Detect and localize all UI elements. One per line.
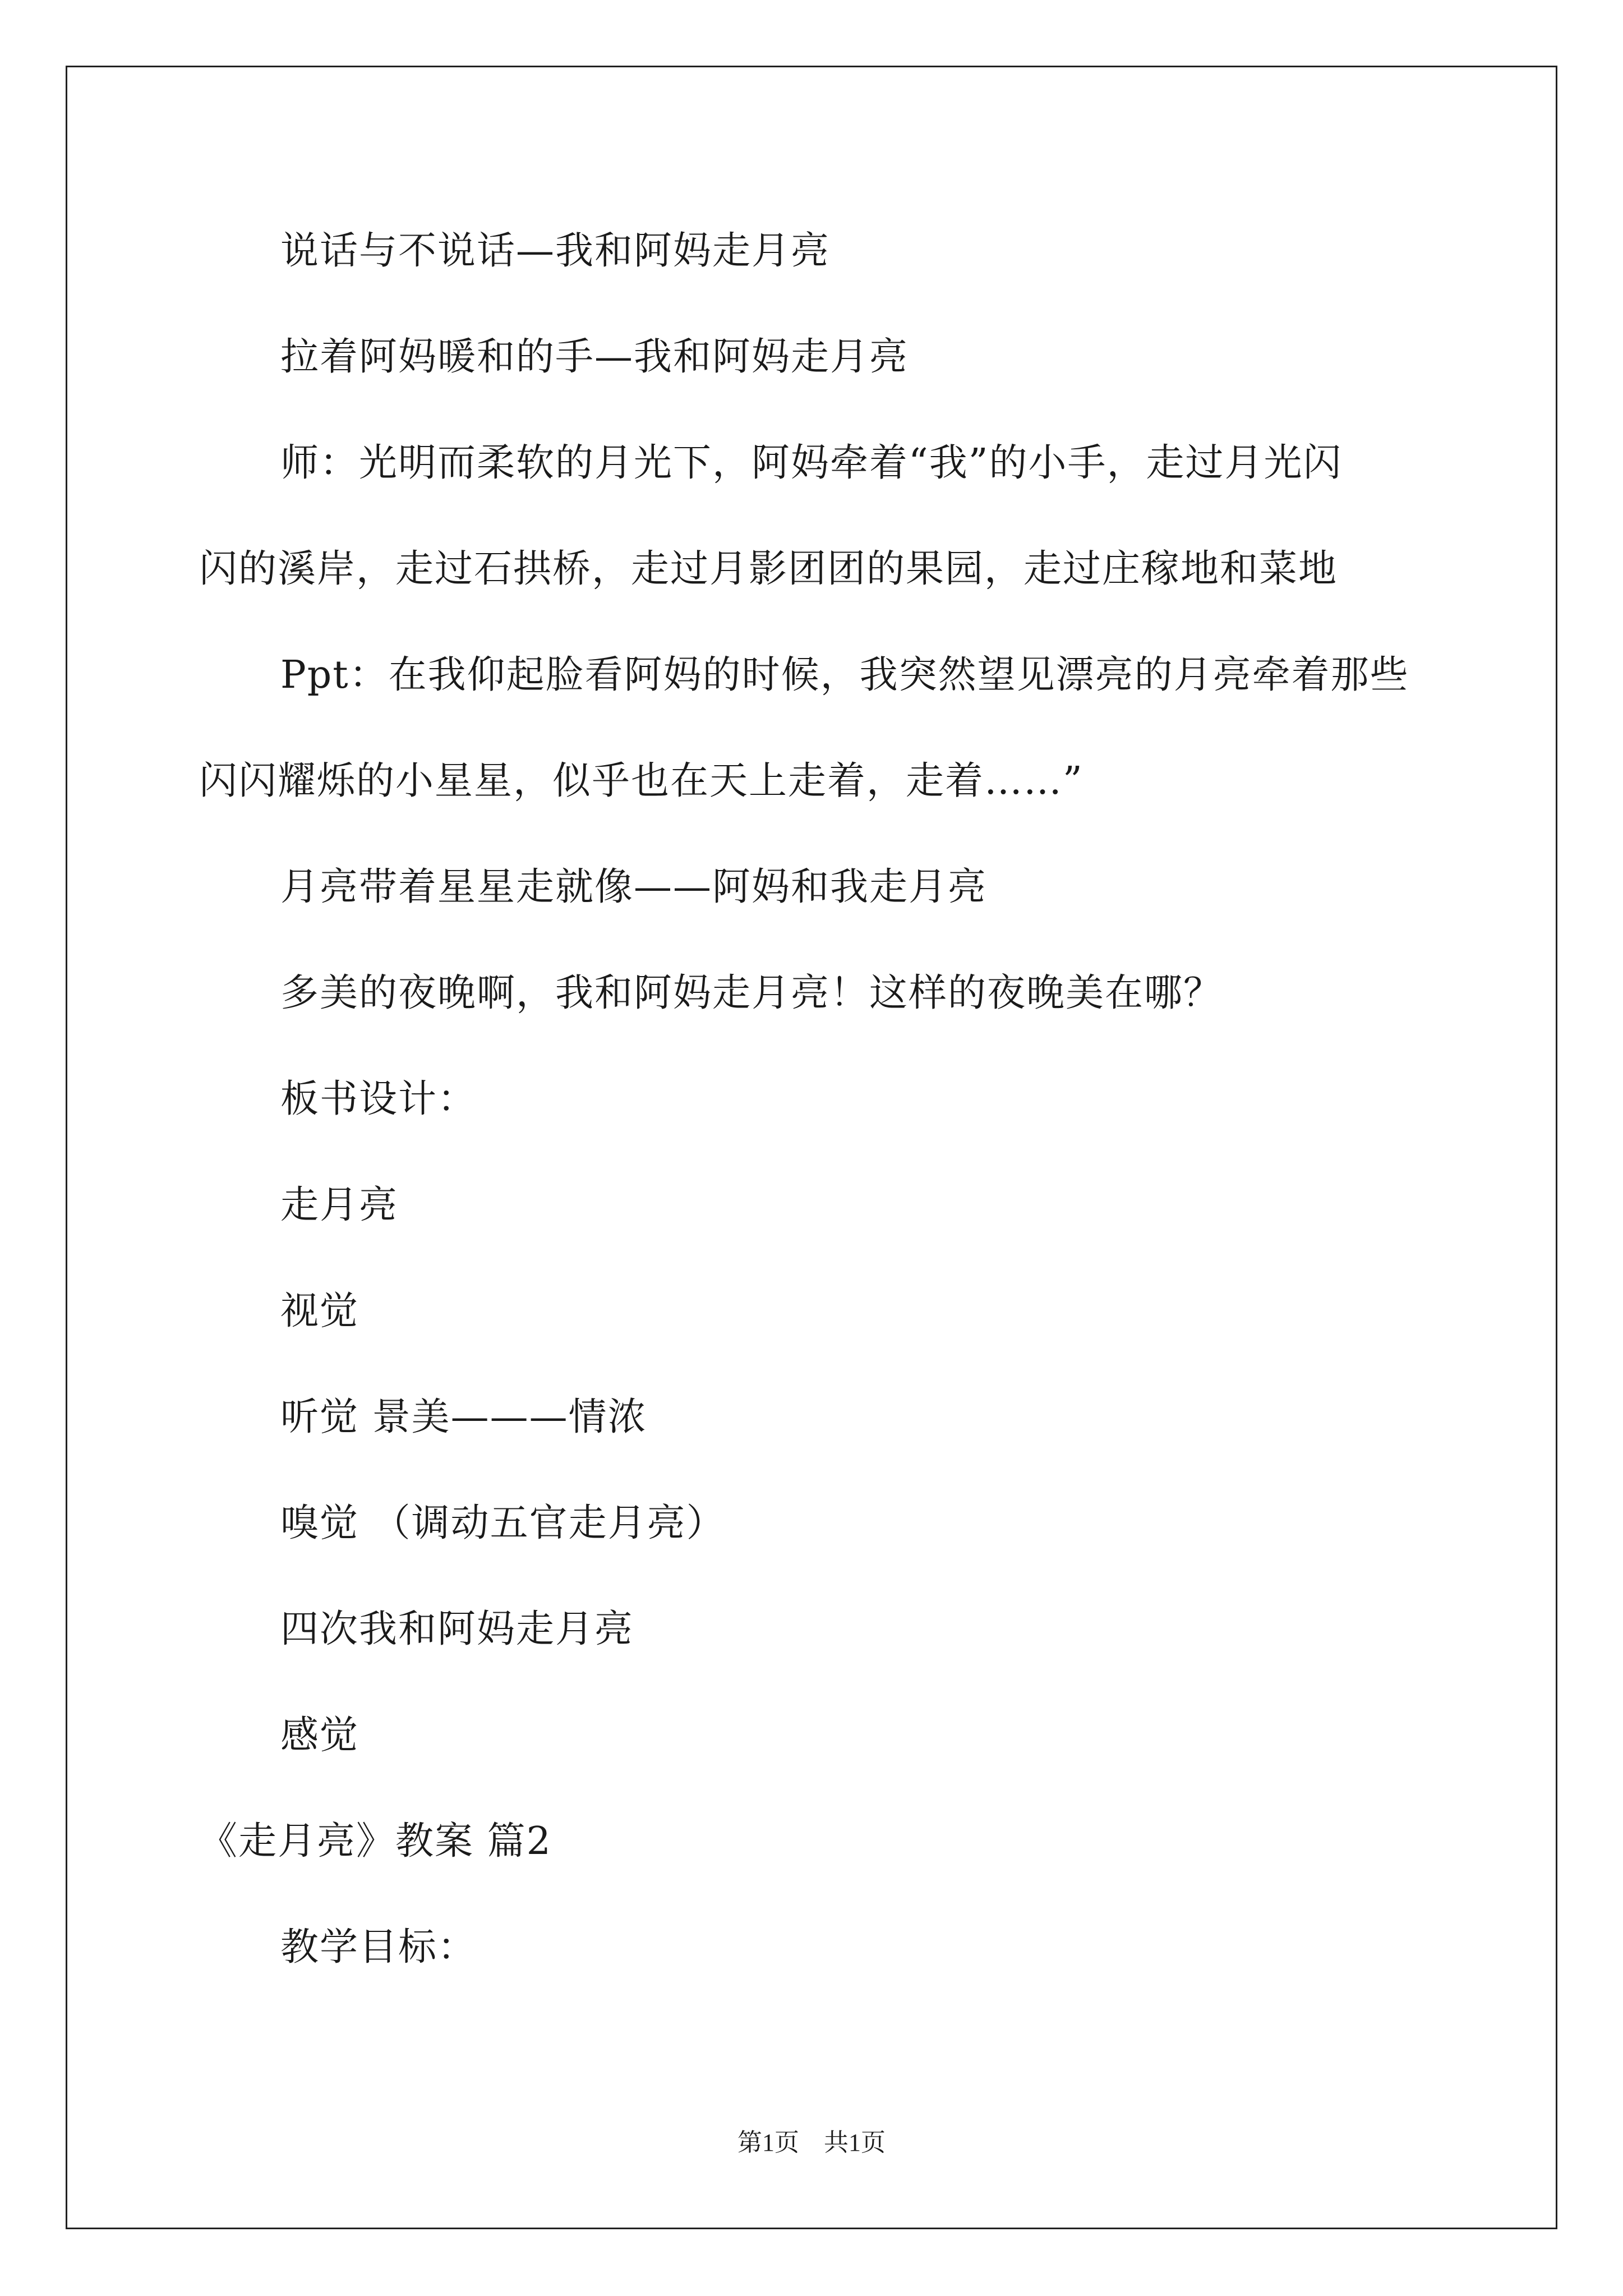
page-border [66, 66, 1557, 2229]
text-line: 听觉 景美———情浓 [280, 1395, 647, 1439]
text-line: 师：光明而柔软的月光下，阿妈牵着“我”的小手，走过月光闪 [280, 441, 1343, 485]
text-line: 闪的溪岸，走过石拱桥，走过月影团团的果园，走过庄稼地和菜地 [199, 547, 1338, 591]
text-line: 感觉 [280, 1713, 359, 1757]
text-line: 走月亮 [280, 1183, 399, 1227]
text-line: 多美的夜晚啊，我和阿妈走月亮！这样的夜晚美在哪？ [280, 971, 1223, 1015]
text-line: 四次我和阿妈走月亮 [280, 1607, 634, 1651]
text-line: 拉着阿妈暖和的手—我和阿妈走月亮 [280, 335, 909, 379]
text-line: 教学目标： [280, 1925, 477, 1970]
text-line: 视觉 [280, 1289, 359, 1333]
text-line: 闪闪耀烁的小星星，似乎也在天上走着，走着……” [199, 759, 1083, 803]
text-line: Ppt：在我仰起脸看阿妈的时候，我突然望见漂亮的月亮牵着那些 [280, 653, 1409, 697]
text-line: 月亮带着星星走就像——阿妈和我走月亮 [280, 865, 988, 909]
text-line: 说话与不说话—我和阿妈走月亮 [280, 229, 831, 273]
page-number: 第1页 共1页 [737, 2129, 886, 2156]
section-heading: 《走月亮》教案 篇2 [199, 1819, 552, 1864]
text-line: 板书设计： [280, 1077, 477, 1121]
text-line: 嗅觉 （调动五官走月亮） [280, 1501, 726, 1545]
